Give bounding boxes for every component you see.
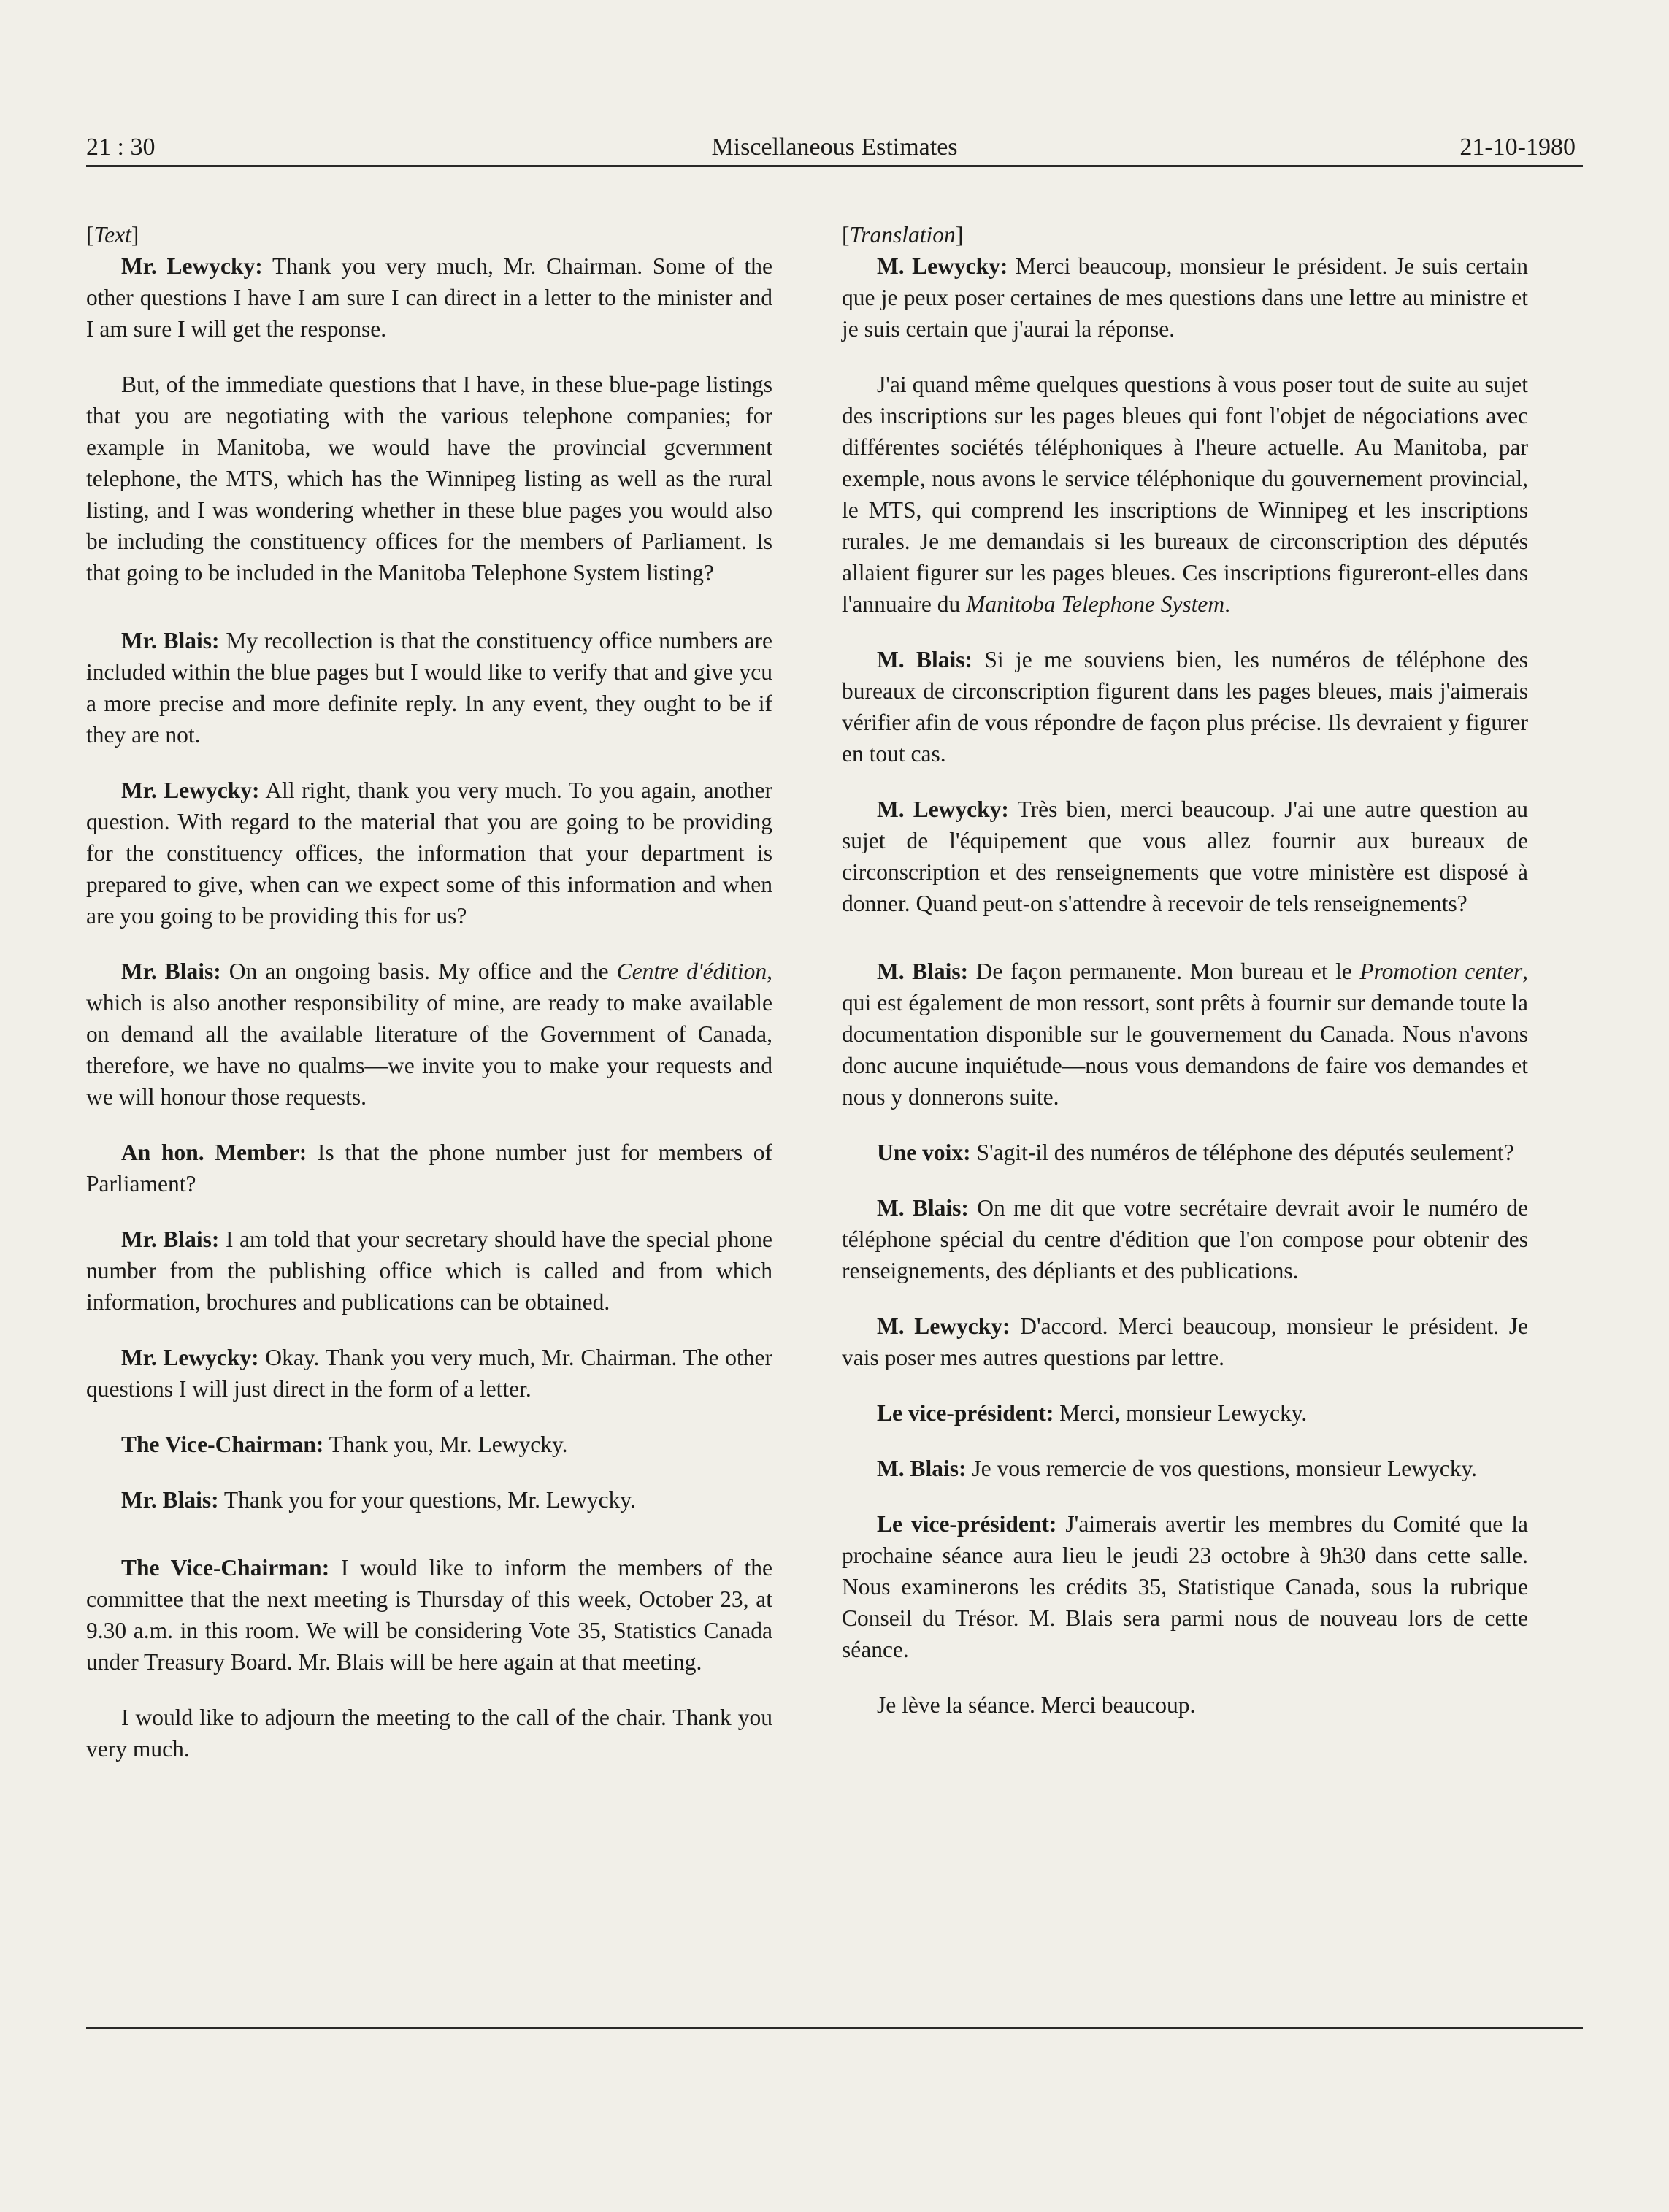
page-number: 21 : 30 — [86, 134, 156, 161]
paragraph: The Vice-Chairman: I would like to inform the members of the committee that the next meeting is Thursday of this week, October 23, at 9.30 a.m. in this room. We will be considering Vote 35, Statistics Canada under Treasury Board. Mr. Blais will be here again at that meeting. — [86, 1555, 772, 1675]
paragraph: Le vice-président: Merci, monsieur Lewycky. — [877, 1400, 1308, 1426]
paragraph: M. Blais: De façon permanente. Mon bureau et le Promotion center, qui est également de mon ressort, sont prêts à fournir sur demande toute la documentation disponible sur le gouvernement du Canada. Nous n'avons donc aucune inquiétude—nous vous demandons de faire vos demandes et nous y donnerons suite. — [842, 959, 1528, 1110]
speaker: The Vice-Chairman: — [121, 1555, 330, 1581]
section-label: [Translation] — [842, 222, 964, 247]
paragraph: M. Lewycky: Très bien, merci beaucoup. J'ai une autre question au sujet de l'équipement que vous allez fournir aux bureaux de circonscription et des renseignements que votre ministère est disposé à donner. Quand peut-on s'attendre à recevoir de tels renseignements? — [842, 796, 1529, 916]
speaker: M. Lewycky: — [877, 796, 1009, 822]
paragraph: Mr. Blais: On an ongoing basis. My office and the Centre d'édition, which is also another responsibility of mine, are ready to make available on demand all the available literature of the Government of Canada, therefore, we have no qualms—we invite you to make your requests and we will honour those requests. — [86, 959, 772, 1110]
page-date: 21-10-1980 — [1459, 134, 1576, 161]
speaker: Mr. Lewycky: — [121, 253, 263, 279]
paragraph: M. Blais: On me dit que votre secrétaire devrait avoir le numéro de téléphone spécial du centre d'édition que l'on compose pour obtenir des renseignements, des dépliants et des publications. — [842, 1195, 1529, 1283]
header-rule — [86, 165, 1583, 167]
paragraph: M. Blais: Si je me souviens bien, les numéros de téléphone des bureaux de circonscription figurent dans les pages bleues, mais j'aimerais vérifier afin de vous répondre de façon plus précise. Ils devraient y figurer en tout cas. — [842, 647, 1528, 767]
paragraph: Mr. Lewycky: Okay. Thank you very much, Mr. Chairman. The other questions I will just direct in the form of a letter. — [86, 1345, 772, 1402]
footer-rule — [86, 2027, 1583, 2029]
french-column — [842, 219, 1528, 1745]
paragraph: But, of the immediate questions that I have, in these blue-page listings that you are negotiating with the various telephone companies; for example in Manitoba, we would have the provincial gcvernment telephone, the MTS, which has the Winnipeg listing as well as the rural listing, and I was wondering whether in these blue pages you would also be including the constituency offices for the members of Parliament. Is that going to be included in the Manitoba Telephone System listing? — [86, 372, 772, 585]
speaker: Le vice-président: — [877, 1400, 1054, 1426]
speaker: Une voix: — [877, 1140, 971, 1165]
speaker: M. Blais: — [877, 647, 972, 672]
section-label: [Text] — [86, 222, 139, 247]
paragraph: J'ai quand même quelques questions à vous poser tout de suite au sujet des inscriptions sur les pages bleues qui font l'objet de négociations avec différentes sociétés téléphoniques à l'heure actuelle. Au Manitoba, par exemple, nous avons le service téléphonique du gouvernement provincial, le MTS, qui comprend les inscriptions de Winnipeg et les inscriptions rurales. Je me demandais si les bureaux de circonscription des députés allaient figurer sur les pages bleues. Ces inscriptions figureront-elles dans l'annuaire du Manitoba Telephone System. — [842, 372, 1528, 617]
speaker: Mr. Blais: — [121, 1226, 220, 1252]
running-title: Miscellaneous Estimates — [711, 134, 958, 161]
paragraph: Mr. Lewycky: Thank you very much, Mr. Chairman. Some of the other questions I have I am sure I can direct in a letter to the minister and I am sure I will get the response. — [86, 253, 772, 342]
speaker: Mr. Blais: — [121, 628, 220, 653]
paragraph: Mr. Lewycky: All right, thank you very much. To you again, another question. With regard to the material that you are going to be providing for the constituency offices, the information that your department is prepared to give, when can we expect some of this information and when are you going to be providing this for us? — [86, 777, 772, 929]
paragraph: Mr. Blais: My recollection is that the constituency office numbers are included within the blue pages but I would like to verify that and give ycu a more precise and more definite reply. In any event, they ought to be if they are not. — [86, 628, 772, 748]
english-column — [86, 219, 772, 1789]
paragraph: Je lève la séance. Merci beaucoup. — [877, 1692, 1196, 1718]
speaker: M. Lewycky: — [877, 253, 1008, 279]
speaker: Mr. Lewycky: — [121, 777, 260, 803]
paragraph: Une voix: S'agit-il des numéros de téléphone des députés seulement? — [877, 1140, 1514, 1165]
paragraph: An hon. Member: Is that the phone number just for members of Parliament? — [86, 1140, 773, 1197]
paragraph: M. Lewycky: D'accord. Merci beaucoup, monsieur le président. Je vais poser mes autres questions par lettre. — [842, 1313, 1529, 1370]
speaker: An hon. Member: — [121, 1140, 307, 1165]
speaker: M. Blais: — [877, 1456, 967, 1481]
speaker: Mr. Blais: — [121, 1487, 219, 1513]
speaker: Le vice-président: — [877, 1511, 1057, 1537]
paragraph: The Vice-Chairman: Thank you, Mr. Lewycky. — [121, 1432, 568, 1457]
speaker: Mr. Blais: — [121, 959, 221, 984]
speaker: M. Lewycky: — [877, 1313, 1010, 1339]
speaker: M. Blais: — [877, 1195, 969, 1221]
paragraph: Mr. Blais: Thank you for your questions, Mr. Lewycky. — [121, 1487, 636, 1513]
paragraph: I would like to adjourn the meeting to the call of the chair. Thank you very much. — [86, 1705, 772, 1762]
paragraph: M. Blais: Je vous remercie de vos questions, monsieur Lewycky. — [877, 1456, 1478, 1481]
speaker: Mr. Lewycky: — [121, 1345, 259, 1370]
paragraph: Le vice-président: J'aimerais avertir les membres du Comité que la prochaine séance aura lieu le jeudi 23 octobre à 9h30 dans cette salle. Nous examinerons les crédits 35, Statistique Canada, sous la rubrique Conseil du Trésor. M. Blais sera parmi nous de nouveau lors de cette séance. — [842, 1511, 1529, 1662]
paragraph: Mr. Blais: I am told that your secretary should have the special phone number from the publishing office which is called and from which information, brochures and publications can be obtained. — [86, 1226, 772, 1315]
paragraph: M. Lewycky: Merci beaucoup, monsieur le président. Je suis certain que je peux poser certaines de mes questions dans une lettre au ministre et je suis certain que j'aurai la réponse. — [842, 253, 1529, 342]
speaker: The Vice-Chairman: — [121, 1432, 324, 1457]
speaker: M. Blais: — [877, 959, 969, 984]
